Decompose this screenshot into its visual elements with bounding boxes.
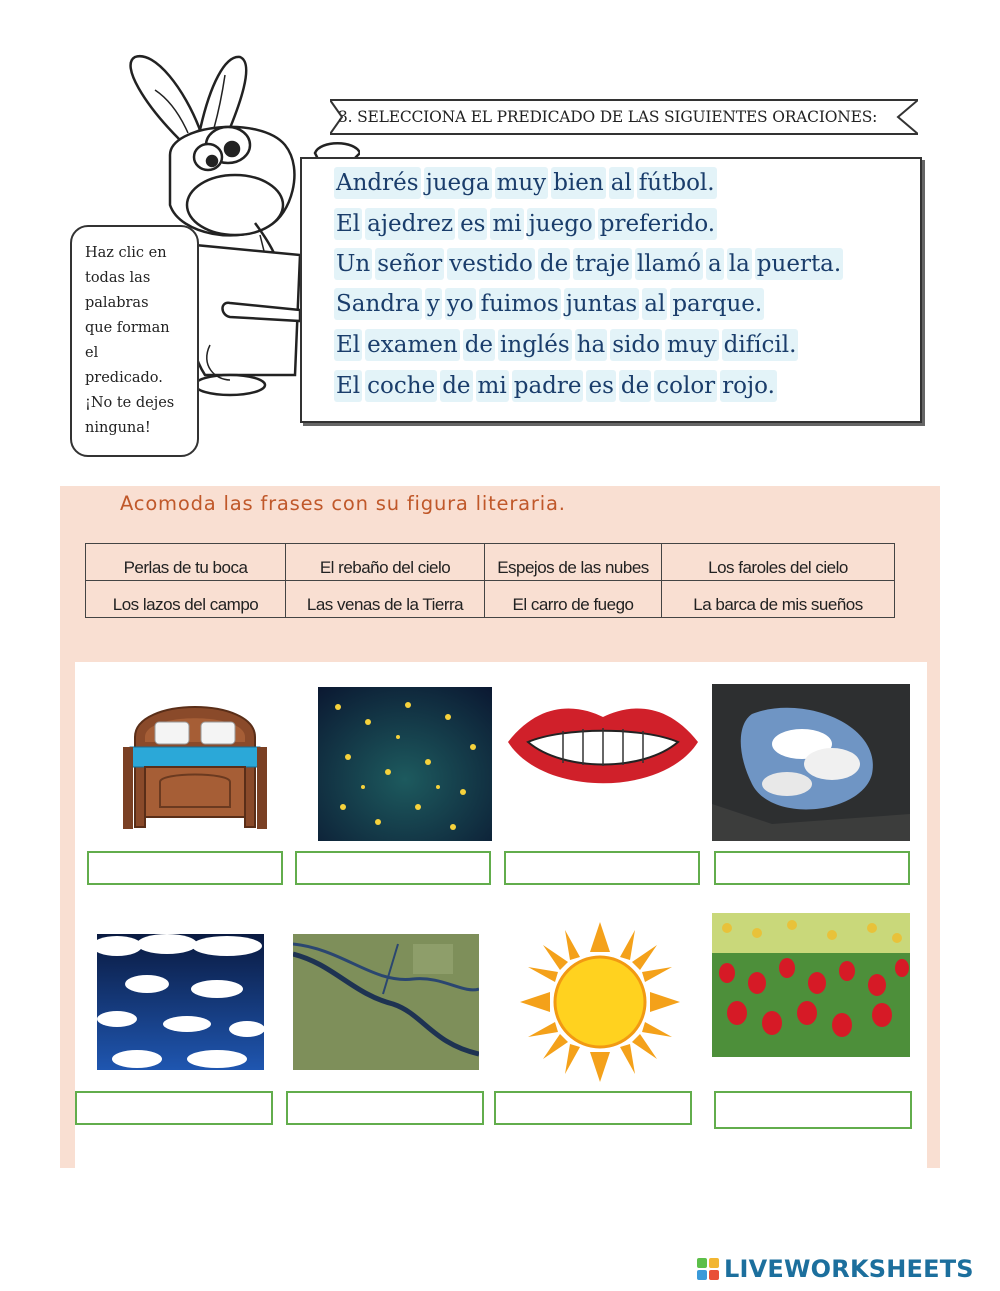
sentence-word[interactable]: al (642, 288, 667, 320)
river-satellite-image (293, 934, 479, 1070)
phrase-cell[interactable]: Espejos de las nubes (485, 544, 662, 581)
hint-line: Haz clic en (85, 245, 167, 261)
clouds-image (97, 934, 264, 1070)
phrase-cell[interactable]: El carro de fuego (485, 581, 662, 618)
starry-sky-image (318, 687, 492, 841)
sentence-word[interactable]: inglés (498, 329, 572, 361)
sentence-word[interactable]: yo (445, 288, 476, 320)
sentence-word[interactable]: fútbol. (637, 167, 717, 199)
answer-box-puddle[interactable] (714, 851, 910, 885)
sentence-word[interactable]: Un (334, 248, 372, 280)
sentence-word[interactable]: padre (512, 370, 584, 402)
phrase-cell[interactable]: Los faroles del cielo (662, 544, 895, 581)
sentence-word[interactable]: de (619, 370, 651, 402)
sentence-word[interactable]: es (458, 208, 487, 240)
answer-box-bed[interactable] (87, 851, 283, 885)
tulip-field-image (712, 913, 910, 1057)
sentence-word[interactable]: preferido. (598, 208, 717, 240)
sentence-word[interactable]: mi (476, 370, 509, 402)
table-row (86, 581, 895, 618)
answer-box-lips[interactable] (504, 851, 700, 885)
sentence-word[interactable]: Andrés (334, 167, 421, 199)
figure-matching-exercise (60, 486, 940, 1168)
phrase-cell[interactable]: El rebaño del cielo (286, 544, 485, 581)
hint-line: que forman (85, 320, 170, 336)
exercise-title: Acomoda las frases con su figura literaria. (120, 492, 566, 515)
sentence-row (334, 206, 717, 242)
sentence-word[interactable]: llamó (635, 248, 703, 280)
sentence-word[interactable]: juntas (564, 288, 640, 320)
sentence-word[interactable]: señor (375, 248, 444, 280)
phrase-table (85, 543, 895, 618)
phrase-cell[interactable]: La barca de mis sueños (662, 581, 895, 618)
sentence-word[interactable]: vestido (447, 248, 535, 280)
sentence-word[interactable]: El (334, 208, 362, 240)
sentence-row (334, 327, 798, 363)
answer-box-sun[interactable] (494, 1091, 692, 1125)
sentence-word[interactable]: puerta. (755, 248, 843, 280)
sentence-word[interactable]: es (586, 370, 615, 402)
exercise-heading: 3. SELECCIONA EL PREDICADO DE LAS SIGUIENTES ORACIONES: (338, 108, 878, 126)
puddle-reflection-image (712, 684, 910, 841)
sentence-row (334, 165, 717, 201)
hint-line: todas las (85, 270, 151, 286)
table-row (86, 544, 895, 581)
hint-line: predicado. (85, 370, 163, 386)
sentence-word[interactable]: y (425, 288, 442, 320)
hint-line: palabras (85, 295, 149, 311)
logo-text: LIVEWORKSHEETS (724, 1255, 974, 1283)
hint-line: el (85, 345, 99, 361)
lips-image (503, 697, 703, 797)
hint-line: ¡No te dejes (85, 395, 175, 411)
sentence-word[interactable]: examen (365, 329, 460, 361)
sentence-word[interactable]: de (463, 329, 495, 361)
sentence-word[interactable]: a (706, 248, 724, 280)
sentence-word[interactable]: al (609, 167, 634, 199)
liveworksheets-logo (697, 1255, 974, 1283)
exercise-3 (60, 45, 930, 465)
sentence-word[interactable]: El (334, 329, 362, 361)
sentence-word[interactable]: la (727, 248, 752, 280)
sentence-word[interactable]: juega (424, 167, 492, 199)
sentence-word[interactable]: fuimos (479, 288, 561, 320)
phrase-cell[interactable]: Perlas de tu boca (86, 544, 286, 581)
answer-box-tulips[interactable] (714, 1091, 912, 1129)
answer-box-starry-sky[interactable] (295, 851, 491, 885)
sentence-word[interactable]: bien (551, 167, 606, 199)
sentence-word[interactable]: de (440, 370, 472, 402)
hint-text (85, 241, 189, 441)
phrase-cell[interactable]: Los lazos del campo (86, 581, 286, 618)
sentence-row (334, 368, 777, 404)
sentence-word[interactable]: muy (665, 329, 719, 361)
sentence-word[interactable]: coche (365, 370, 437, 402)
sentence-word[interactable]: ajedrez (365, 208, 455, 240)
answer-box-clouds[interactable] (75, 1091, 273, 1125)
answer-box-river[interactable] (286, 1091, 484, 1125)
sentence-word[interactable]: difícil. (722, 329, 799, 361)
sentence-word[interactable]: mi (490, 208, 523, 240)
sentence-word[interactable]: ha (575, 329, 608, 361)
sentence-word[interactable]: Sandra (334, 288, 422, 320)
hint-speech-bubble (70, 225, 199, 457)
sentence-word[interactable]: sido (610, 329, 662, 361)
sentence-word[interactable]: parque. (670, 288, 764, 320)
sentences-box (300, 157, 922, 423)
sentence-word[interactable]: juego (527, 208, 595, 240)
phrase-cell[interactable]: Las venas de la Tierra (286, 581, 485, 618)
sentence-word[interactable]: El (334, 370, 362, 402)
sentence-row (334, 286, 764, 322)
sentence-word[interactable]: color (654, 370, 717, 402)
image-panel (75, 662, 927, 1170)
sentence-row (334, 246, 843, 282)
sun-image (520, 922, 680, 1082)
sentence-word[interactable]: muy (495, 167, 549, 199)
hint-line: ninguna! (85, 420, 151, 436)
sentence-word[interactable]: de (538, 248, 570, 280)
sentence-word[interactable]: traje (573, 248, 632, 280)
sentence-word[interactable]: rojo. (720, 370, 777, 402)
bed-image (115, 677, 275, 832)
logo-icon (697, 1258, 719, 1280)
